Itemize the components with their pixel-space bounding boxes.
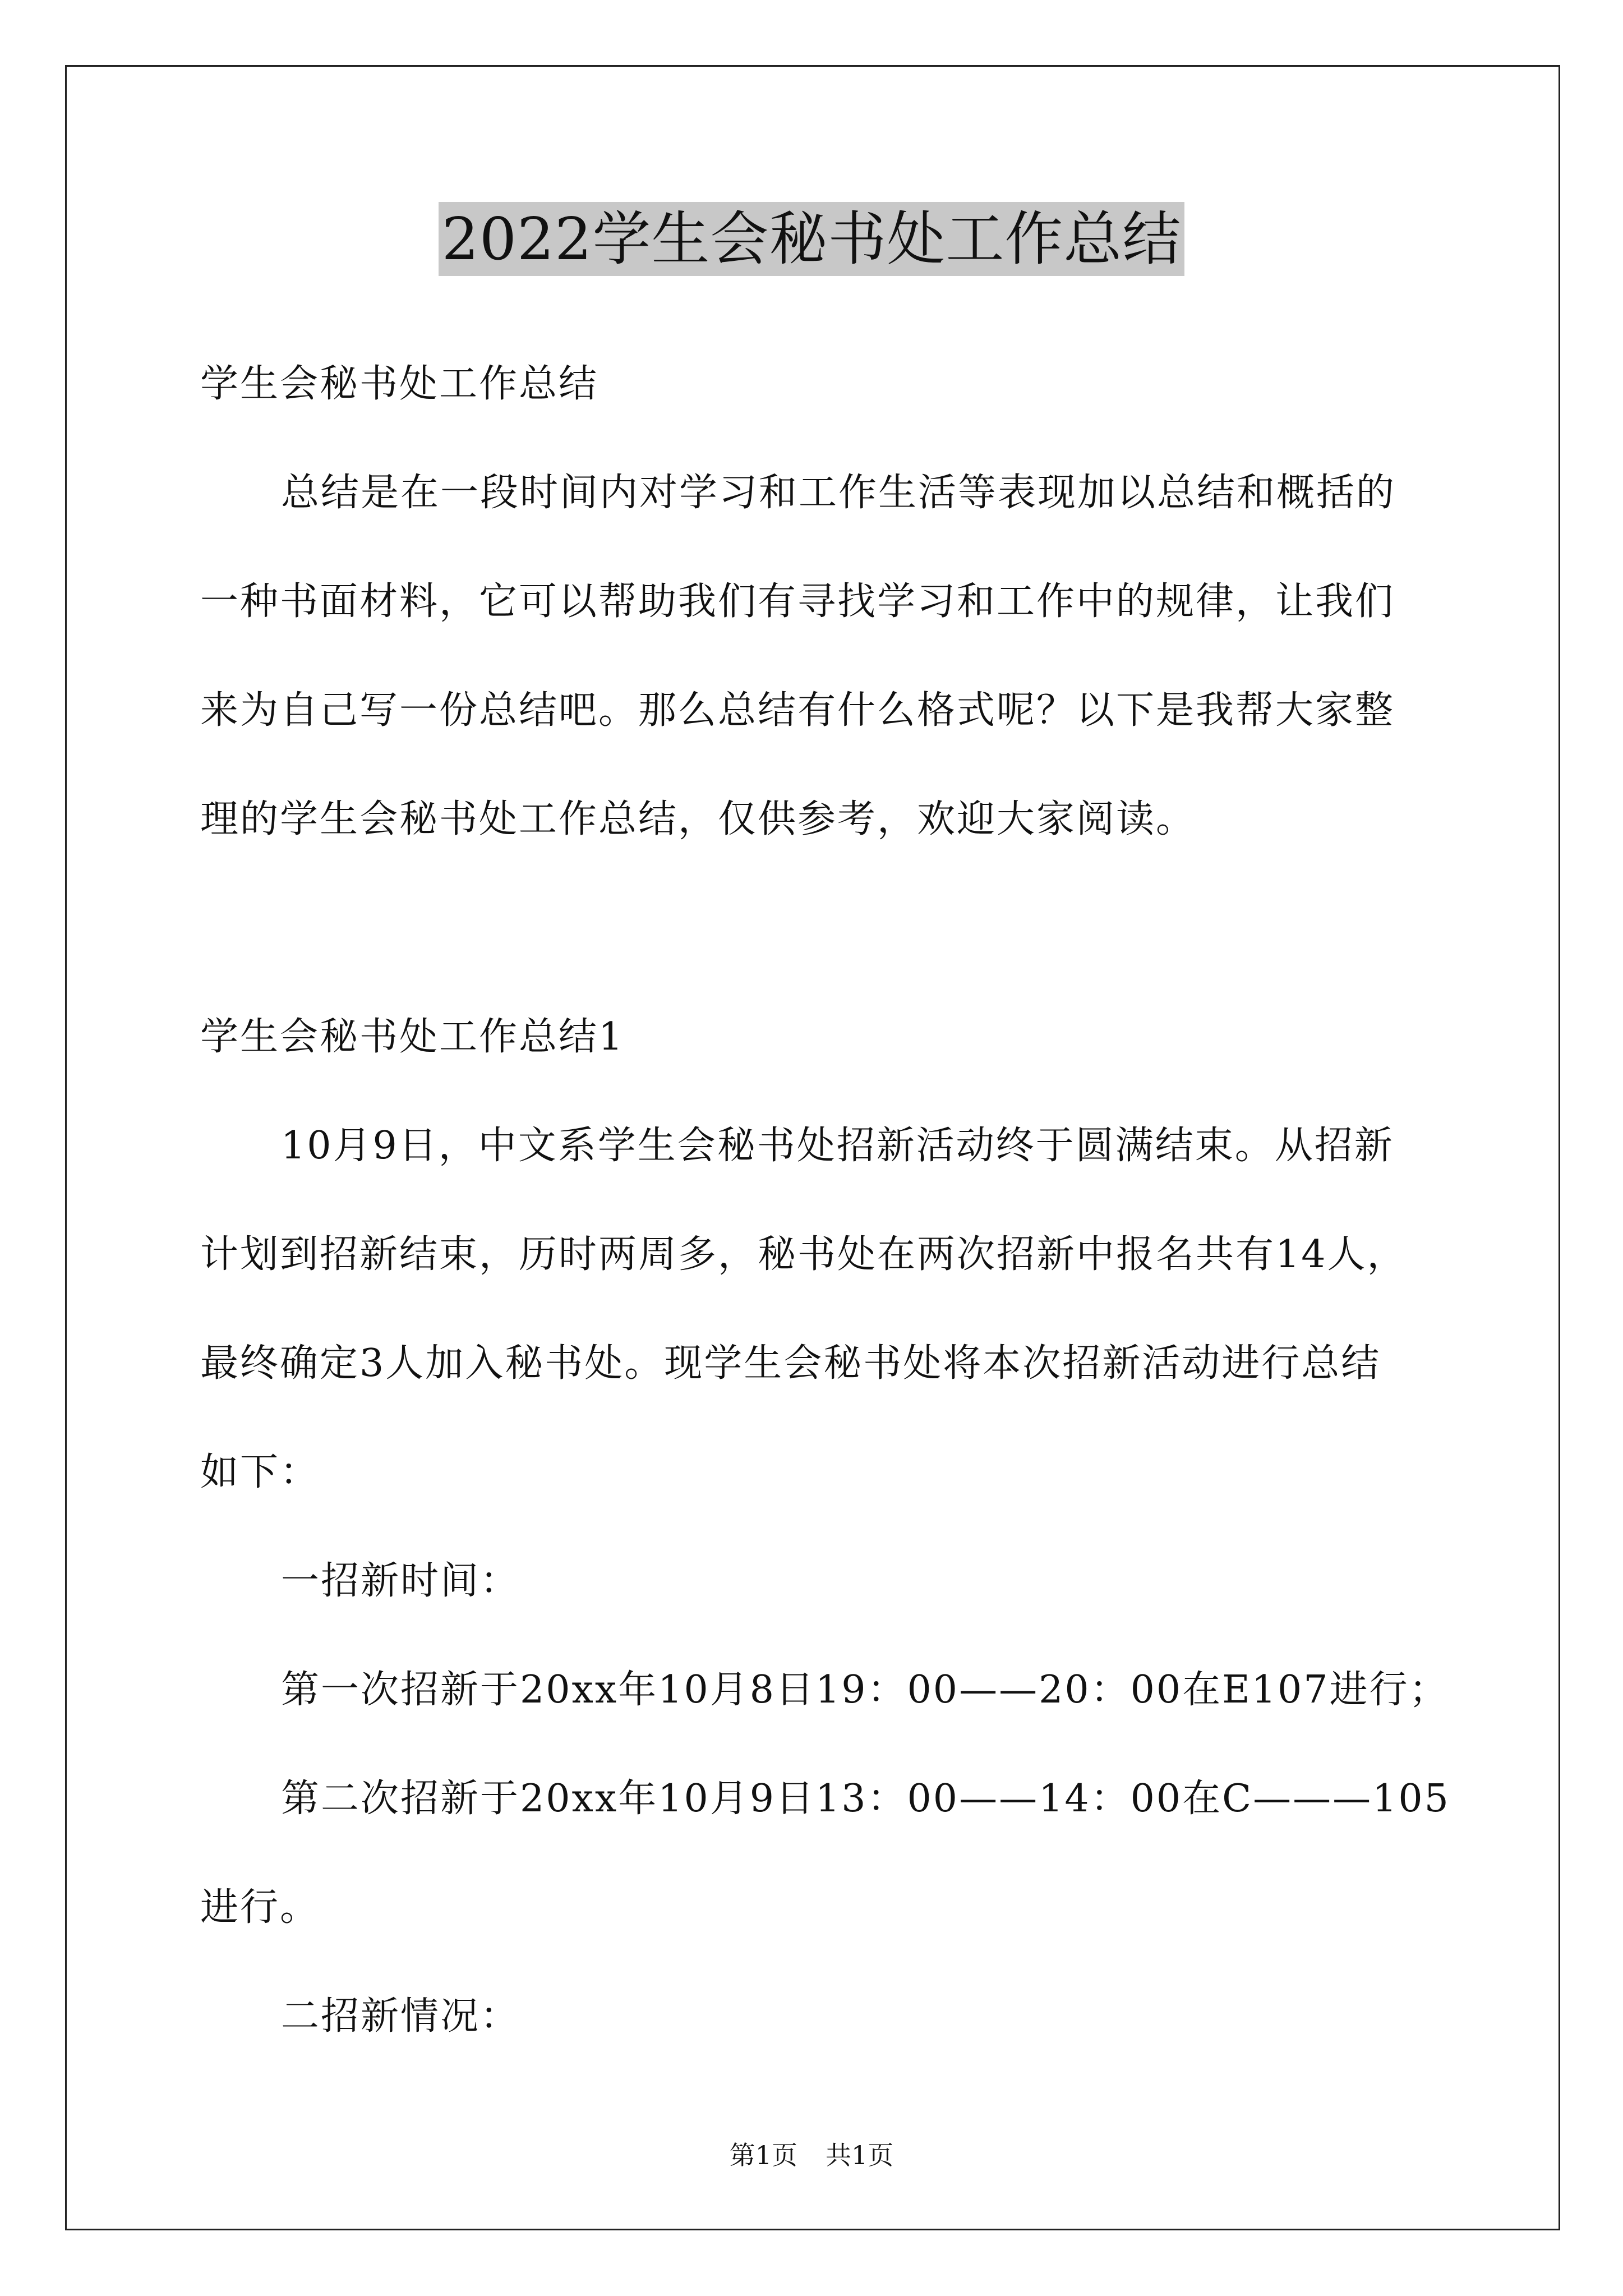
list-item-continuation: 进行。: [200, 1885, 320, 1930]
body-paragraph-line: 10月9日，中文系学生会秘书处招新活动终于圆满结束。从招新: [281, 1124, 1394, 1168]
page-number: 第1页: [729, 2140, 797, 2170]
body-paragraph-line: 最终确定3人加入秘书处。现学生会秘书处将本次招新活动进行总结: [200, 1341, 1381, 1386]
document-body: [200, 330, 1450, 2071]
body-paragraph-line: 计划到招新结束，历时两周多，秘书处在两次招新中报名共有14人，: [200, 1232, 1407, 1277]
page-footer: [0, 2138, 1623, 2172]
intro-paragraph-line: 总结是在一段时间内对学习和工作生活等表现加以总结和概括的: [281, 471, 1396, 515]
intro-paragraph-line: 一种书面材料，它可以帮助我们有寻找学习和工作中的规律，让我们: [200, 579, 1395, 624]
body-paragraph-line: 如下：: [200, 1450, 320, 1494]
paragraph-gap: [200, 874, 1437, 983]
list-item: 第一次招新于20xx年10月8日19：00——20：00在E107进行；: [281, 1668, 1449, 1712]
list-heading: 二招新情况：: [281, 1994, 520, 2039]
title-container: [0, 202, 1623, 276]
intro-paragraph-line: 来为自己写一份总结吧。那么总结有什么格式呢？以下是我帮大家整: [200, 688, 1395, 733]
section-heading: 学生会秘书处工作总结: [200, 362, 599, 406]
intro-paragraph-line: 理的学生会秘书处工作总结，仅供参考，欢迎大家阅读。: [200, 797, 1196, 841]
list-heading: 一招新时间：: [281, 1559, 520, 1603]
document-title: 2022学生会秘书处工作总结: [439, 202, 1185, 276]
list-item: 第二次招新于20xx年10月9日13：00——14：00在C———105: [281, 1777, 1450, 1821]
page-total: 共1页: [826, 2140, 894, 2170]
subsection-heading: 学生会秘书处工作总结1: [200, 1015, 625, 1059]
